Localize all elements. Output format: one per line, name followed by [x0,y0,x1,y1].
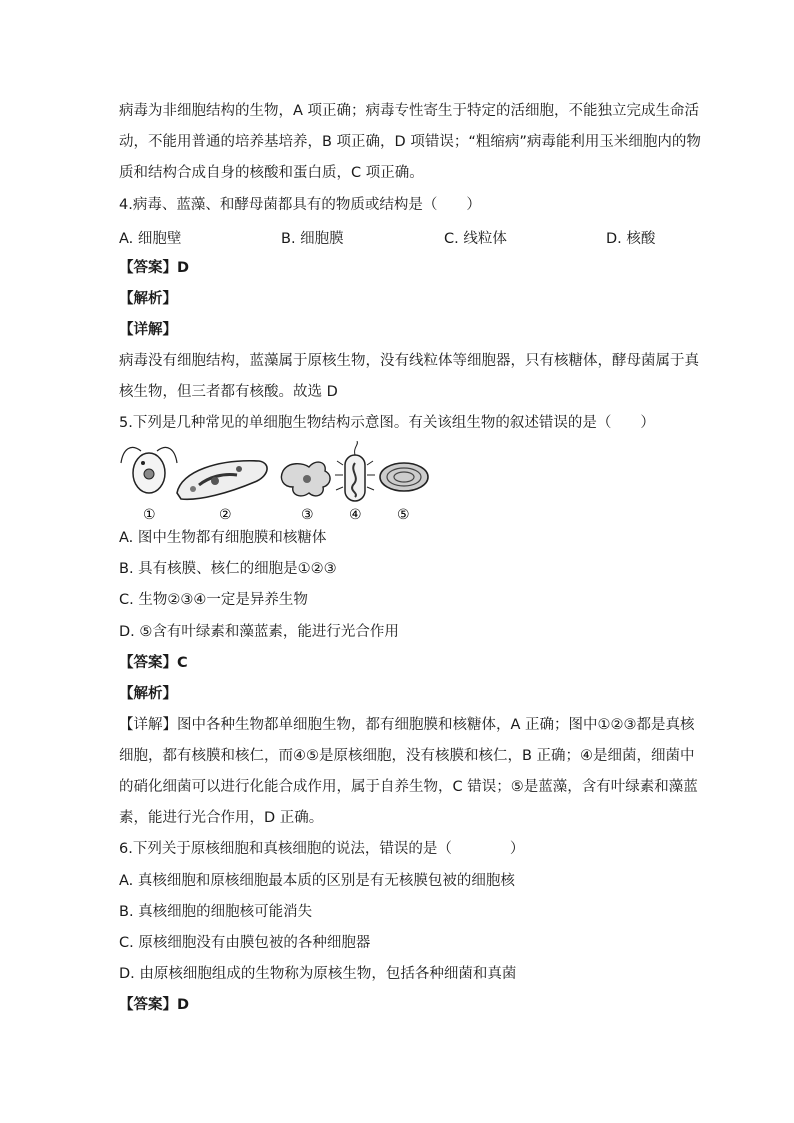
figure-label-2: ② [219,507,232,523]
q5-detail-line-1: 【详解】图中各种生物都单细胞生物，都有细胞膜和核糖体，A 正确；图中①②③都是真核 [119,717,695,733]
q4-option-c: C. 线粒体 [444,231,507,247]
figure-label-4: ④ [349,507,362,523]
q4-answer: 【答案】D [119,260,190,276]
organism-3-amoeba [281,462,330,496]
figure-label-1: ① [143,507,156,523]
q4-stem: 4.病毒、蓝藻、和酵母菌都具有的物质或结构是（ ） [119,197,481,213]
q5-detail-line-2: 细胞，都有核膜和核仁，而④⑤是原核细胞，没有核膜和核仁，B 正确；④是细菌，细菌中 [119,748,695,764]
intro-line-3: 质和结构合成自身的核酸和蛋白质，C 项正确。 [119,165,424,181]
q4-detail-line-1: 病毒没有细胞结构，蓝藻属于原核生物，没有线粒体等细胞器，只有核糖体，酵母菌属于真 [119,353,699,369]
organism-2-paramecium [177,461,267,500]
intro-line-1: 病毒为非细胞结构的生物，A 项正确；病毒专性寄生于特定的活细胞，不能独立完成生命活 [119,103,700,119]
q6-answer: 【答案】D [119,997,190,1013]
q5-stem: 5.下列是几种常见的单细胞生物结构示意图。有关该组生物的叙述错误的是（ ） [119,415,655,431]
figure-label-5: ⑤ [397,507,410,523]
q5-detail-line-3: 的硝化细菌可以进行化能合成作用，属于自养生物，C 错误；⑤是蓝藻，含有叶绿素和藻蓝 [119,779,698,795]
q6-option-a: A. 真核细胞和原核细胞最本质的区别是有无核膜包被的细胞核 [119,873,515,889]
q4-option-d: D. 核酸 [606,231,656,247]
figure-label-3: ③ [301,507,314,523]
q5-option-b: B. 具有核膜、核仁的细胞是①②③ [119,561,337,577]
q6-option-c: C. 原核细胞没有由膜包被的各种细胞器 [119,935,371,951]
q4-detail-line-2: 核生物，但三者都有核酸。故选 D [119,384,338,400]
q4-option-b: B. 细胞膜 [281,231,344,247]
q5-analysis-tag: 【解析】 [119,686,177,702]
intro-line-2: 动，不能用普通的培养基培养，B 项正确，D 项错误；“粗缩病”病毒能利用玉米细胞内的物 [119,134,701,150]
q5-option-a: A. 图中生物都有细胞膜和核糖体 [119,530,327,546]
q4-options [119,227,679,247]
q6-option-b: B. 真核细胞的细胞核可能消失 [119,904,313,920]
cell-diagram-figure [119,441,431,523]
q4-detail-tag: 【详解】 [119,322,177,338]
organism-5-cyanobacterium [380,463,428,491]
q5-option-c: C. 生物②③④一定是异养生物 [119,592,308,608]
q4-analysis-tag: 【解析】 [119,291,177,307]
q6-stem: 6.下列关于原核细胞和真核细胞的说法，错误的是（ ） [119,841,525,857]
q5-answer: 【答案】C [119,655,188,671]
q5-detail-line-4: 素，能进行光合作用，D 正确。 [119,810,324,826]
organism-4-bacterium [335,441,375,501]
q6-option-d: D. 由原核细胞组成的生物称为原核生物，包括各种细菌和真菌 [119,966,517,982]
q5-option-d: D. ⑤含有叶绿素和藻蓝素，能进行光合作用 [119,624,399,640]
organism-1-flagellate [121,447,177,493]
q4-option-a: A. 细胞壁 [119,231,182,247]
